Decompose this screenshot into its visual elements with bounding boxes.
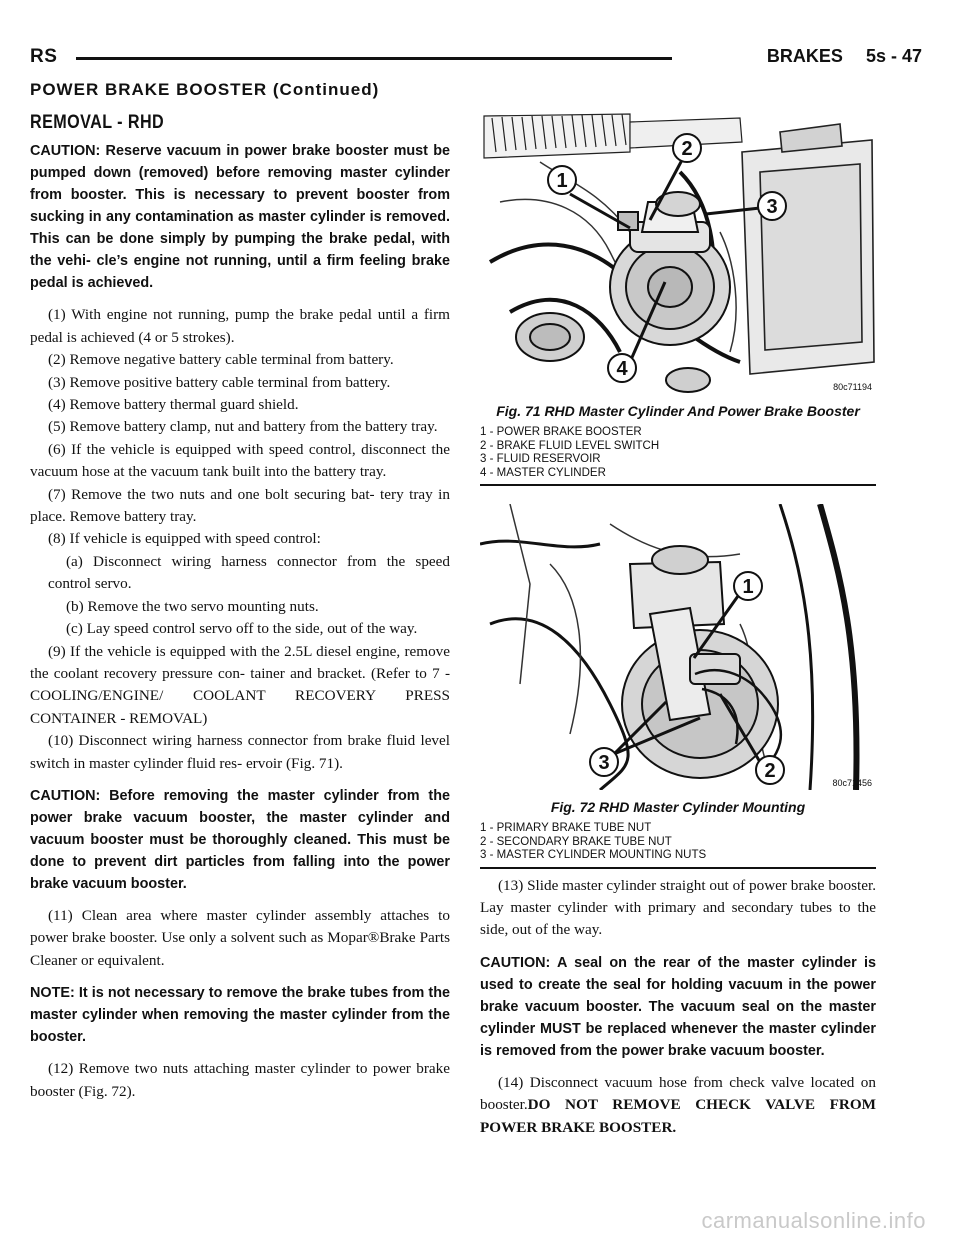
step-14 xyxy=(480,1072,876,1139)
figure-71-legend-item: 4 - MASTER CYLINDER xyxy=(480,466,606,479)
figure-71 xyxy=(480,112,876,486)
svg-text:2: 2 xyxy=(681,138,693,160)
svg-text:1: 1 xyxy=(742,576,754,598)
figure-71-rule xyxy=(480,484,876,486)
figure-71-caption: Fig. 71 RHD Master Cylinder And Power Brake Booster xyxy=(496,403,860,419)
figure-72 xyxy=(480,504,876,869)
page-header xyxy=(30,46,922,68)
note-brake-tubes: NOTE: It is not necessary to remove the brake tubes from the master cylinder when removing the master cylinder from the booster. xyxy=(30,985,450,1046)
svg-text:1: 1 xyxy=(556,170,568,192)
step-14-text: (14) Disconnect vacuum hose from check valve located on booster. xyxy=(480,1073,876,1114)
figure-72-legend-item: 2 - SECONDARY BRAKE TUBE NUT xyxy=(480,835,672,848)
step-11: (11) Clean area where master cylinder assembly attaches to power brake booster. Use only a solvent such as Mopar®Brake Parts Cleaner or equivalent. xyxy=(30,906,450,969)
figure-72-illustration xyxy=(480,504,876,790)
subsection-title: REMOVAL - RHD xyxy=(30,112,165,133)
figure-71-code: 80c71194 xyxy=(833,382,872,392)
header-right xyxy=(767,46,922,67)
step-7: (7) Remove the two nuts and one bolt securing bat- tery tray in place. Remove battery tray. xyxy=(30,485,450,526)
step-13: (13) Slide master cylinder straight out of power brake booster. Lay master cylinder with primary and secondary tubes to the side, out of the way. xyxy=(480,876,876,939)
watermark: carmanualsonline.info xyxy=(701,1208,926,1233)
battery-tray xyxy=(742,124,874,374)
figure-71-illustration xyxy=(480,112,876,394)
step-14-warning: DO NOT REMOVE CHECK VALVE FROM POWER BRAKE BOOSTER. xyxy=(480,1096,876,1136)
header-rule xyxy=(76,57,672,60)
step-5: (5) Remove battery clamp, nut and battery from the battery tray. xyxy=(48,418,438,436)
header-section: BRAKES xyxy=(766,46,843,66)
step-2: (2) Remove negative battery cable terminal from battery. xyxy=(48,351,394,369)
svg-text:3: 3 xyxy=(598,752,610,774)
figure-71-legend-item: 2 - BRAKE FLUID LEVEL SWITCH xyxy=(480,439,660,452)
caution-clean-before-removal: CAUTION: Before removing the master cylinder from the power brake vacuum booster, the master cylinder and vacuum booster must be thoroughly cleaned. This must be done to prevent dirt particles from falling into the power brake vacuum booster. xyxy=(30,787,450,892)
substep-c: (c) Lay speed control servo off to the side, out of the way. xyxy=(66,620,418,638)
caution-reserve-vacuum: CAUTION: Reserve vacuum in power brake booster must be pumped down (removed) before removing master cylinder from booster. This is necessary to prevent booster from sucking in any contamination as master cylinder is removed. This can be done simply by pumping the brake pedal, with the vehi- cle’s engine not running, until a firm feeling brake pedal is achieved. xyxy=(30,143,450,292)
figure-72-caption: Fig. 72 RHD Master Cylinder Mounting xyxy=(550,799,806,815)
step-1: (1) With engine not running, pump the brake pedal until a firm pedal is achieved (4 or 5 strokes). xyxy=(30,306,450,346)
step-8: (8) If vehicle is equipped with speed control: xyxy=(48,530,321,548)
figure-72-legend-item: 3 - MASTER CYLINDER MOUNTING NUTS xyxy=(480,849,707,861)
substep-a: (a) Disconnect wiring harness connector from the speed control servo. xyxy=(48,552,450,593)
step-10: (10) Disconnect wiring harness connector from brake fluid level switch in master cylinder fluid res- ervoir (Fig. 71). xyxy=(30,732,450,772)
substep-b: (b) Remove the two servo mounting nuts. xyxy=(66,597,319,615)
step-12: (12) Remove two nuts attaching master cylinder to power brake booster (Fig. 72). xyxy=(30,1060,450,1100)
figure-71-legend-item: 3 - FLUID RESERVOIR xyxy=(480,453,601,465)
step-6: (6) If the vehicle is equipped with speed control, disconnect the vacuum hose at the vacuum tank built into the battery tray. xyxy=(30,440,450,481)
caution-vacuum-seal: CAUTION: A seal on the rear of the master cylinder is used to create the seal for holding vacuum in the power brake vacuum booster. The vacuum seal on the master cylinder MUST be replaced whenever the master cylinder is removed from the power brake vacuum booster. xyxy=(480,954,876,1059)
header-model: RS xyxy=(30,46,58,67)
step-3: (3) Remove positive battery cable terminal from battery. xyxy=(48,373,391,391)
right-column xyxy=(480,112,876,1139)
figure-72-rule xyxy=(480,867,876,869)
figure-72-legend-item: 1 - PRIMARY BRAKE TUBE NUT xyxy=(480,822,652,834)
svg-text:4: 4 xyxy=(616,358,628,380)
svg-text:3: 3 xyxy=(766,196,778,218)
header-page-number: 5s - 47 xyxy=(865,46,922,66)
step-9: (9) If the vehicle is equipped with the 2.5L diesel engine, remove the coolant recovery pressure con- tainer and bracket. (Refer to 7 - COOLING/ENGINE/ COOLANT RECOVERY PRESS CONTAINER - REMOVAL) xyxy=(30,642,450,727)
step-4: (4) Remove battery thermal guard shield. xyxy=(48,396,299,414)
svg-text:2: 2 xyxy=(764,760,776,782)
figure-72-code: 80c71456 xyxy=(832,778,872,788)
section-title: POWER BRAKE BOOSTER (Continued) xyxy=(30,80,380,99)
figure-71-legend-item: 1 - POWER BRAKE BOOSTER xyxy=(480,426,642,438)
left-column xyxy=(30,112,450,1103)
